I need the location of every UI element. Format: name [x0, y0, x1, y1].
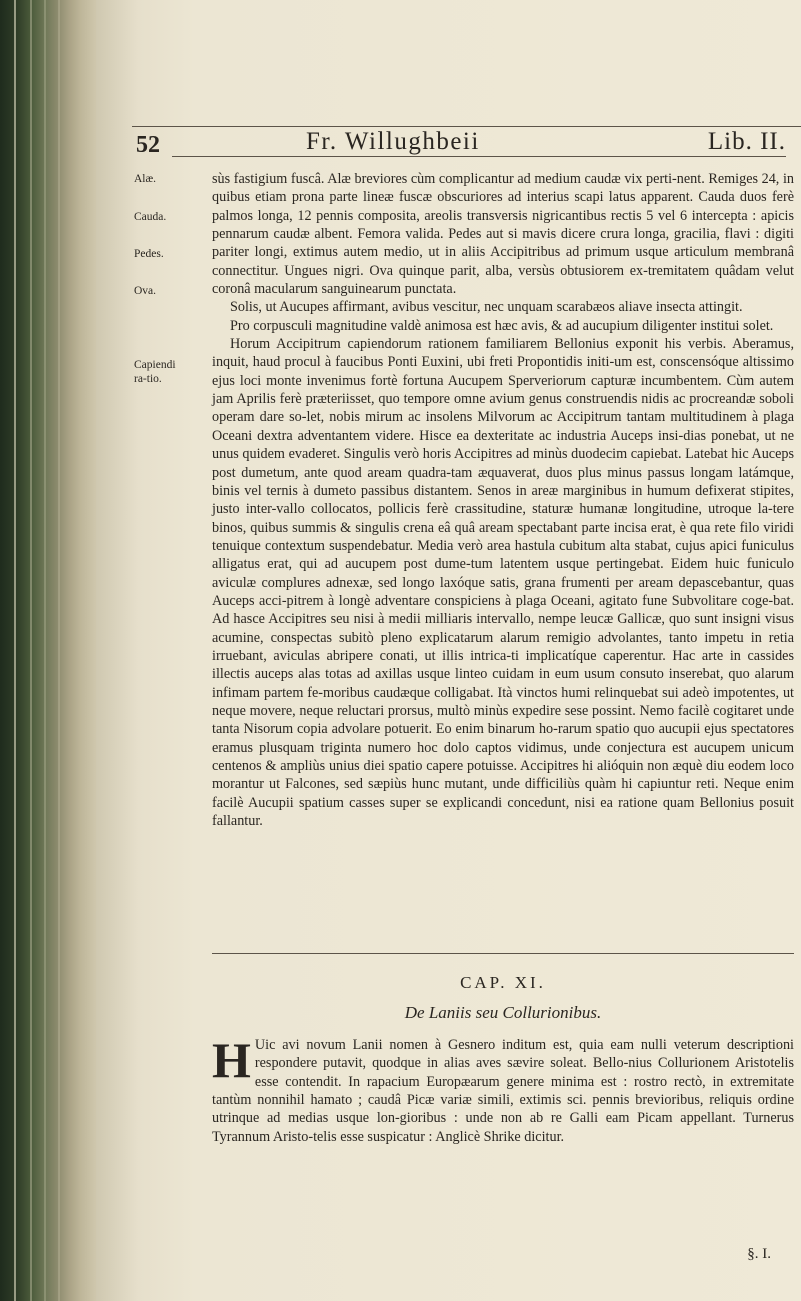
chapter-heading: CAP. XI. — [460, 973, 546, 992]
page-header — [136, 128, 786, 168]
margin-note-alae: Alæ. — [134, 173, 157, 185]
running-head: Fr. Willughbeii — [306, 128, 480, 155]
section-rule — [212, 953, 794, 954]
header-rule — [172, 156, 786, 157]
margin-note-capiendi: Capiendi ra-tio. — [134, 359, 176, 385]
paragraph-temperament: Pro corpusculi magnitudine valdè animosa est hæc avis, & ad aucupium diligenter institui solet. — [230, 317, 774, 334]
chapter-text — [212, 1032, 794, 1146]
chapter-subtitle: De Laniis seu Collurionibus. — [404, 1003, 602, 1022]
book-binding-gutter — [0, 0, 96, 1301]
book-number: Lib. II. — [707, 128, 786, 155]
catchword: §. I. — [747, 1246, 771, 1262]
page-number: 52 — [136, 132, 160, 158]
top-rule — [132, 126, 801, 127]
paragraph-capture: Horum Accipitrum capiendorum rationem familiarem Bellonius exponit his verbis. Aberamus, inquit, haud procul à faucibus Ponti Euxini, ubi freti Propontidis initi-um est, conscensóque altissimo ejus loci monte invenimus fortè fortuna Aucupem Sperveriorum capturæ incumbentem. Cùm autem jam Aprilis ferè præteriisset, quo tempore omne avium genus construendis nidis ac procreandæ soboli operam dare so-let, nobis mirum ac insolens Milvorum ac Accipitrum tantam multitudinem à plaga Oceani dextra adventantem videre. Hisce ea dexteritate ac industria Auceps insi-dias ponebat, ut ne unus quidem evaderet. Singulis verò horis Accipitres ad minùs duodecim capiebat. Latebat hic Auceps post dumetum, ante quod aream quadra-tam æquaverat, duos plus minus passus longam latámque, binis vel ternis à dumeto passibus distantem. Senos in areæ marginibus in humum defixerat stipites, justo inter-vallo collocatos, pollicis ferè crassitudine, staturæ humanæ longitudine, utroque la-tere binos, quibus summis & singulis crena eâ quâ aream spectabant parte incisa erat, è qua rete filo viridi tenuique contextum suspendebatur. Media verò area hastula cubitum alta stabat, cujus apici funiculus alligatus erat, qui ad aucupem post dume-tum latentem usque pertingebat. Eidem huic funiculo aviculæ complures adnexæ, sed longo laxóque satis, grana frumenti per aream depascebantur, quas Auceps acci-pitrem à longè adventare conspiciens à plaga Oceani, agitato fune Subvolitare coge-bat. Ad hasce Accipitres seu nisi à medii milliaris intervallo, nempe leucæ Gallicæ, quo sunt insigni visus acumine, conspectas subitò pleno explicatarum alarum remigio advolantes, tanto impetu in retia irruebant, aviculas abripere conati, ut illis intrica-ti implicatíque caperentur. Hac arte in cassides illectis auceps alas totas ad axillas usque linteo cuidam in eum usum consuto inserebat, quo alarum infimam partem fe-moribus caudæque colligabat. Ità vinctos humi relinquebat sui adeò impotentes, ut neque movere, neque reluctari prorsus, multò minùs expedire sese possint. Nemo facilè cogitaret unde tanta Nisorum copia advolare potuerit. Eo enim binarum ho-rarum spatio quo aucupii ejus spectatores eramus plusquam triginta numero hoc dolo captos vidimus, unde conjectura est aucupem unicum centenos & ampliùs unius diei spatio capere potuisse. Accipitres hi alióquin non æquè diu eodem loco morantur ut Falcones, sed sæpiùs hunc mutant, unde difficiliùs quàm hi capiuntur reti. Neque enim facilè Aucupii spatium casses super se explicandi concedunt, nisi ea ratione quam Bellonius posuit fallantur. — [212, 336, 794, 830]
paragraph-description: sùs fastigium fuscâ. Alæ breviores cùm complicantur ad medium caudæ vix perti-nent. Remiges 24, in quibus etiam prona parte lineæ fuscæ obscuriores ad interius scapi latus apparent. Cauda duos ferè palmos longa, 12 pennis composita, areolis transversis nigricantibus rectis 5 vel 6 intercepta : apicis pennarum caudæ albent. Femora valida. Pedes aut si mavis dicere crura longa, gracilia, flavi : digiti pariter longi, extimus autem medio, ut in aliis Accipitribus ad primum usque articulum membranâ connectitur. Ungues nigri. Ova quinque parit, alba, versùs obtusiorem ex-tremitatem quâdam velut coronâ macularum sanguinearum punctata. — [212, 171, 794, 298]
margin-note-cauda: Cauda. — [134, 211, 167, 223]
book-page — [96, 0, 801, 1301]
chapter-paragraph: Uic avi novum Lanii nomen à Gesnero inditum est, quia eam nulli veterum descriptioni respondere putavit, quodque in alias aves sævire soleat. Bello-nius Collurionem Aristotelis esse contendit. In rapacium Europæarum genere minima est : rostro rectò, in extremitate tantùm nonnihil hamato ; caudâ Picæ variæ simili, extimis sci. pennis brevioribus, reliquis ordine utrinque ad medias usque lon-gioribus : unde non ab re Galli eam Picam appellant. Turnerus Tyrannum Aristo-telis esse suspicatur : Anglicè Shrike dicitur. — [212, 1037, 794, 1145]
drop-cap: H — [212, 1032, 251, 1088]
margin-note-ova: Ova. — [134, 285, 157, 297]
paragraph-diet: Solis, ut Aucupes affirmant, avibus vescitur, nec unquam scarabæos aliave insecta attingit. — [230, 299, 743, 316]
margin-note-pedes: Pedes. — [134, 248, 164, 260]
main-text — [212, 170, 794, 830]
